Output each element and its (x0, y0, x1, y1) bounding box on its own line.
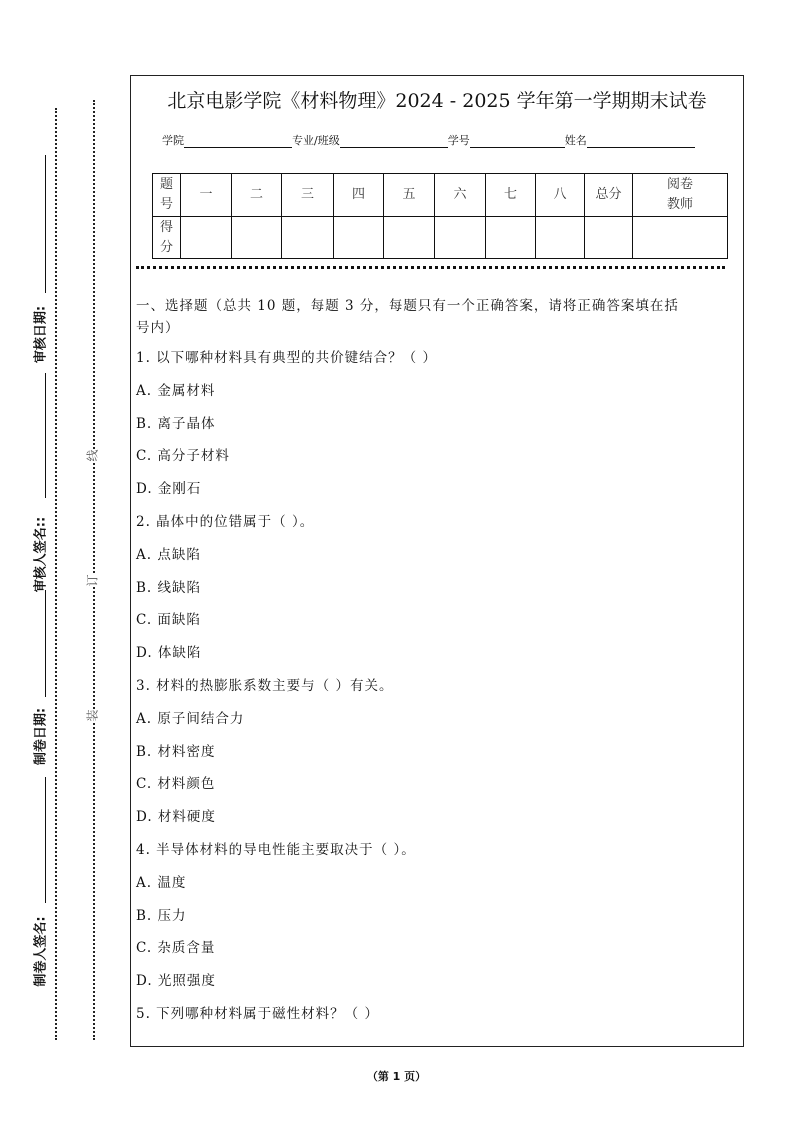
name-label: 姓名 (564, 134, 587, 147)
section-heading-cont: 号内） (136, 320, 180, 336)
score-cell[interactable] (585, 217, 633, 259)
score-cell[interactable] (633, 217, 728, 259)
college-field[interactable] (184, 135, 292, 148)
major-class-field[interactable] (340, 135, 448, 148)
col-grader: 阅卷 教师 (633, 174, 728, 217)
col-5: 五 (384, 174, 435, 217)
question-stem: 1. 以下哪种材料具有典型的共价键结合？（ ） (136, 350, 437, 366)
question-stem: 3. 材料的热膨胀系数主要与（ ）有关。 (136, 678, 394, 694)
score-cell[interactable] (536, 217, 585, 259)
score-cell[interactable] (334, 217, 384, 259)
col-total: 总分 (585, 174, 633, 217)
score-table-header-row (153, 174, 728, 217)
name-field[interactable] (587, 135, 695, 148)
answer-option: A. 点缺陷 (136, 546, 201, 563)
col-4: 四 (334, 174, 384, 217)
reviewer-sign-label: 审核人签名:: (33, 516, 49, 593)
student-id-label: 学号 (447, 134, 470, 147)
answer-option: D. 材料硬度 (136, 809, 216, 826)
col-2: 二 (232, 174, 282, 217)
score-table-score-row (153, 217, 728, 259)
score-cell[interactable] (232, 217, 282, 259)
binding-mark-ding: 订 (85, 574, 100, 587)
header-divider (136, 266, 725, 269)
col-1: 一 (181, 174, 232, 217)
review-date-blank (45, 155, 46, 293)
answer-option: A. 金属材料 (136, 382, 216, 399)
answer-option: B. 压力 (136, 907, 187, 924)
major-class-label: 专业/班级 (292, 134, 340, 147)
row-label-score: 得 分 (153, 217, 181, 259)
col-7: 七 (486, 174, 536, 217)
college-label: 学院 (162, 134, 184, 147)
answer-option: D. 体缺陷 (136, 645, 202, 662)
col-8: 八 (536, 174, 585, 217)
answer-option: B. 线缺陷 (136, 579, 202, 596)
exam-title: 北京电影学院《材料物理》2024 - 2025 学年第一学期期末试卷 (167, 90, 707, 112)
seal-line-inner (93, 100, 95, 1040)
answer-option: B. 材料密度 (136, 743, 216, 760)
col-6: 六 (435, 174, 486, 217)
answer-option: C. 高分子材料 (136, 448, 230, 465)
seal-line-outer (55, 108, 57, 1040)
page-number: （第 1 页） (366, 1070, 427, 1083)
answer-option: C. 材料颜色 (136, 776, 216, 793)
make-date-label: 制卷日期: (33, 707, 49, 766)
maker-sign-label: 制卷人签名: (33, 916, 49, 987)
answer-option: A. 温度 (136, 874, 187, 891)
score-cell[interactable] (282, 217, 334, 259)
score-cell[interactable] (181, 217, 232, 259)
answer-option: D. 光照强度 (136, 973, 216, 990)
score-cell[interactable] (384, 217, 435, 259)
answer-option: B. 离子晶体 (136, 415, 216, 432)
maker-sign-blank (45, 777, 46, 903)
binding-mark-zhuang: 装 (85, 709, 100, 722)
student-id-field[interactable] (470, 135, 565, 148)
answer-option: C. 面缺陷 (136, 612, 201, 629)
reviewer-sign-blank (45, 373, 46, 498)
answer-option: D. 金刚石 (136, 481, 202, 498)
question-stem: 2. 晶体中的位错属于（ ）。 (136, 514, 315, 530)
section-heading: 一、选择题（总共 10 题，每题 3 分，每题只有一个正确答案，请将正确答案填在括 (136, 298, 679, 314)
score-table (152, 173, 728, 259)
question-stem: 5. 下列哪种材料属于磁性材料？（ ） (136, 1006, 379, 1022)
binding-mark-xian: 线 (85, 449, 100, 462)
answer-option: A. 原子间结合力 (136, 710, 245, 727)
score-cell[interactable] (435, 217, 486, 259)
row-label-question-no: 题 号 (153, 174, 181, 217)
col-3: 三 (282, 174, 334, 217)
score-cell[interactable] (486, 217, 536, 259)
make-date-blank (45, 590, 46, 697)
review-date-label: 审核日期: (33, 305, 49, 364)
student-info-row (162, 132, 695, 148)
answer-option: C. 杂质含量 (136, 940, 216, 957)
question-stem: 4. 半导体材料的导电性能主要取决于（ ）。 (136, 842, 416, 858)
